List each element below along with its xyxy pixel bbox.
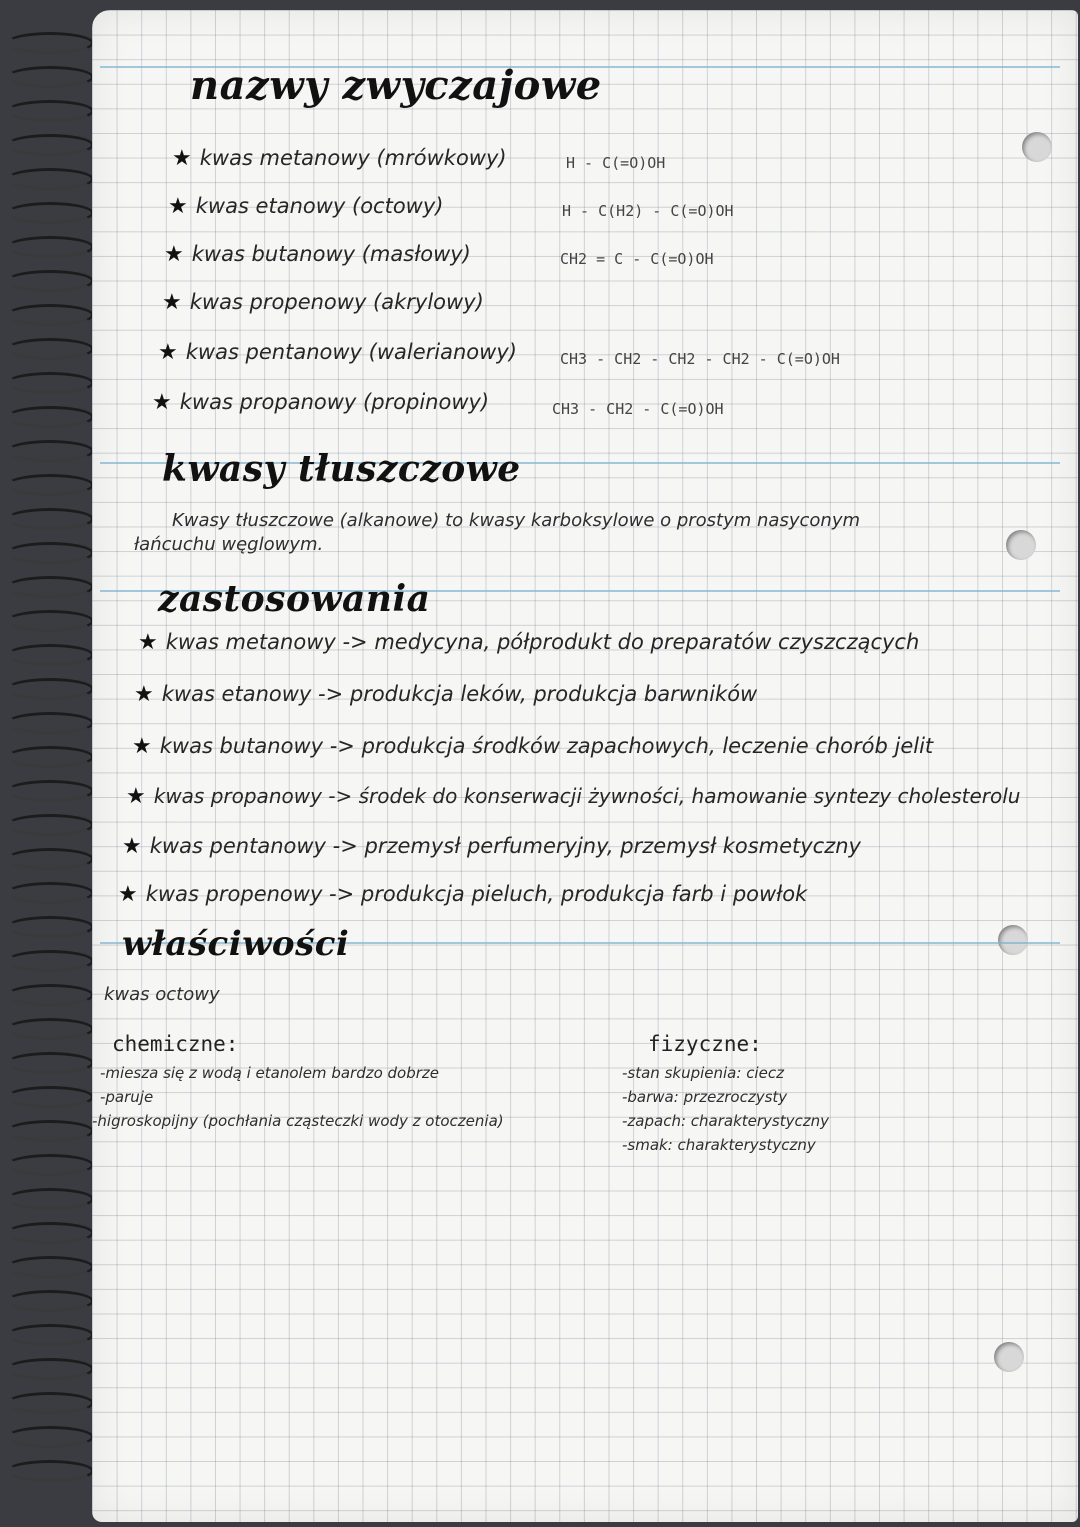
common-name-text: kwas butanowy (masłowy) (191, 242, 471, 266)
use-text: kwas pentanowy -> przemysł perfumeryjny, przemysł kosmetyczny (149, 834, 861, 858)
spiral-ring (6, 1086, 94, 1108)
spiral-ring (6, 916, 94, 938)
star-icon: ★ (152, 390, 172, 415)
common-name-item (164, 242, 471, 267)
star-icon: ★ (134, 682, 154, 707)
common-name-item (158, 340, 517, 365)
spiral-ring (6, 1222, 94, 1244)
spiral-ring (6, 1392, 94, 1414)
heading-common-names: nazwy zwyczajowe (190, 62, 602, 109)
heading-fatty-acids: kwasy tłuszczowe (162, 448, 521, 490)
use-item (134, 682, 757, 707)
spiral-ring (6, 32, 94, 54)
use-item (122, 834, 861, 859)
spiral-ring (6, 1460, 94, 1482)
spiral-ring (6, 1018, 94, 1040)
spiral-ring (6, 1052, 94, 1074)
spiral-ring (6, 134, 94, 156)
common-name-text: kwas metanowy (mrówkowy) (199, 146, 507, 170)
spiral-ring (6, 1426, 94, 1448)
physical-property-item: -smak: charakterystyczny (622, 1136, 816, 1154)
physical-property-item: -zapach: charakterystyczny (622, 1112, 829, 1130)
star-icon: ★ (118, 882, 138, 907)
physical-property-item: -barwa: przezroczysty (622, 1088, 788, 1106)
spiral-ring (6, 1324, 94, 1346)
use-text: kwas propenowy -> produkcja pieluch, produkcja farb i powłok (145, 882, 808, 906)
use-item (138, 630, 919, 655)
notebook-page (92, 10, 1078, 1522)
spiral-binding (0, 20, 100, 1520)
star-icon: ★ (172, 146, 192, 171)
spiral-ring (6, 576, 94, 598)
star-icon: ★ (138, 630, 158, 655)
spiral-ring (6, 814, 94, 836)
spiral-ring (6, 1358, 94, 1380)
chemical-property-item: -higroskopijny (pochłania cząsteczki wody z otoczenia) (92, 1112, 504, 1130)
spiral-ring (6, 950, 94, 972)
spiral-ring (6, 542, 94, 564)
chemical-formula: CH3 - CH2 - C(=O)OH (552, 400, 724, 418)
chemical-properties-title: chemiczne: (112, 1032, 239, 1056)
star-icon: ★ (126, 784, 146, 809)
common-name-text: kwas etanowy (octowy) (195, 194, 444, 218)
star-icon: ★ (162, 290, 182, 315)
chemical-property-item: -paruje (100, 1088, 154, 1106)
spiral-ring (6, 508, 94, 530)
common-name-item (168, 194, 443, 219)
star-icon: ★ (164, 242, 184, 267)
spiral-ring (6, 236, 94, 258)
spiral-ring (6, 304, 94, 326)
punch-hole (994, 1342, 1024, 1372)
chemical-property-item: -miesza się z wodą i etanolem bardzo dobrze (100, 1064, 440, 1082)
spiral-ring (6, 780, 94, 802)
fatty-acids-definition: Kwasy tłuszczowe (alkanowe) to kwasy karboksylowe o prostym nasyconym (172, 510, 860, 531)
common-name-item (162, 290, 484, 315)
heading-uses: zastosowania (158, 578, 431, 620)
star-icon: ★ (158, 340, 178, 365)
spiral-ring (6, 746, 94, 768)
use-text: kwas etanowy -> produkcja leków, produkcja barwników (161, 682, 758, 706)
star-icon: ★ (132, 734, 152, 759)
spiral-ring (6, 270, 94, 292)
physical-properties-title: fizyczne: (648, 1032, 762, 1056)
punch-hole (1022, 132, 1052, 162)
fatty-acids-definition-cont: łańcuchu węglowym. (134, 534, 324, 555)
spiral-ring (6, 1256, 94, 1278)
spiral-ring (6, 712, 94, 734)
use-item (118, 882, 807, 907)
use-item (132, 734, 933, 759)
spiral-ring (6, 406, 94, 428)
use-text: kwas butanowy -> produkcja środków zapachowych, leczenie chorób jelit (159, 734, 934, 758)
physical-property-item: -stan skupienia: ciecz (622, 1064, 784, 1082)
spiral-ring (6, 100, 94, 122)
spiral-ring (6, 168, 94, 190)
spiral-ring (6, 338, 94, 360)
properties-subject: kwas octowy (104, 984, 220, 1005)
common-name-text: kwas pentanowy (walerianowy) (185, 340, 517, 364)
spiral-ring (6, 1290, 94, 1312)
spiral-ring (6, 1120, 94, 1142)
spiral-ring (6, 848, 94, 870)
use-text: kwas metanowy -> medycyna, półprodukt do preparatów czyszczących (165, 630, 920, 654)
spiral-ring (6, 66, 94, 88)
spiral-ring (6, 610, 94, 632)
spiral-ring (6, 1154, 94, 1176)
common-name-text: kwas propanowy (propinowy) (179, 390, 490, 414)
chemical-formula: CH2 = C - C(=O)OH (560, 250, 714, 268)
use-text: kwas propanowy -> środek do konserwacji żywności, hamowanie syntezy cholesterolu (153, 784, 1021, 808)
spiral-ring (6, 474, 94, 496)
common-name-text: kwas propenowy (akrylowy) (189, 290, 484, 314)
punch-hole (1006, 530, 1036, 560)
common-name-item (152, 390, 489, 415)
spiral-ring (6, 644, 94, 666)
spiral-ring (6, 372, 94, 394)
heading-properties: właściwości (122, 924, 350, 964)
spiral-ring (6, 678, 94, 700)
spiral-ring (6, 984, 94, 1006)
spiral-ring (6, 1188, 94, 1210)
spiral-ring (6, 202, 94, 224)
use-item (126, 784, 1020, 809)
star-icon: ★ (168, 194, 188, 219)
star-icon: ★ (122, 834, 142, 859)
chemical-formula: H - C(=O)OH (566, 154, 666, 172)
chemical-formula: H - C(H2) - C(=O)OH (562, 202, 734, 220)
common-name-item (172, 146, 507, 171)
spiral-ring (6, 882, 94, 904)
chemical-formula: CH3 - CH2 - CH2 - CH2 - C(=O)OH (560, 350, 840, 368)
spiral-ring (6, 440, 94, 462)
punch-hole (998, 925, 1028, 955)
